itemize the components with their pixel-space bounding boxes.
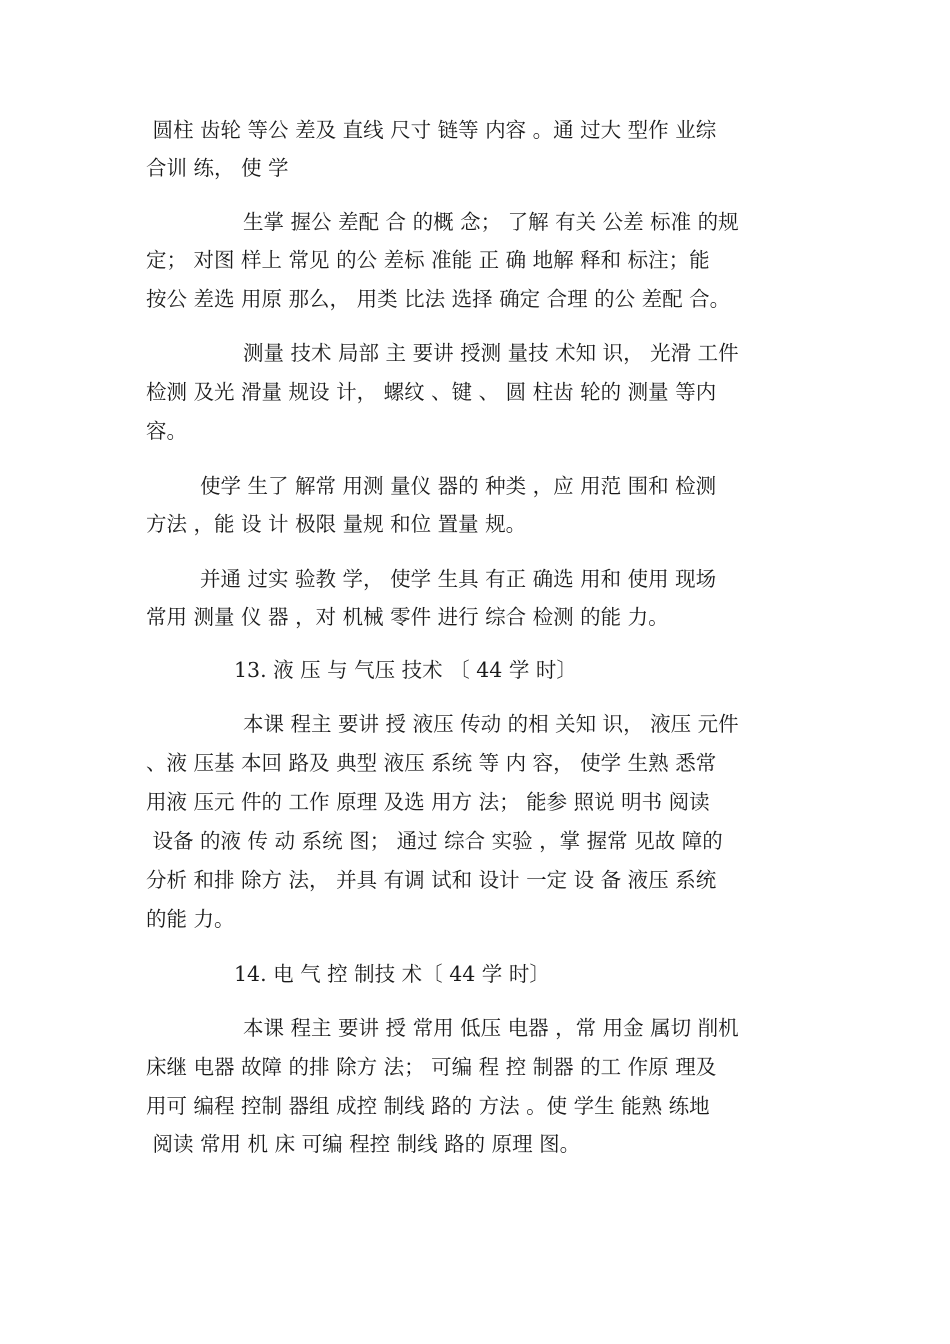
section-heading: 13. 液 压 与 气压 技术 〔 44 学 时〕 bbox=[234, 658, 577, 682]
text-line: 并通 过实 验教 学， 使学 生具 有正 确选 用和 使用 现场 bbox=[200, 567, 717, 591]
section-heading: 14. 电 气 控 制技 术〔 44 学 时〕 bbox=[234, 962, 550, 986]
text-line: 圆柱 齿轮 等公 差及 直线 尺寸 链等 内容 。通 过大 型作 业综 bbox=[146, 118, 717, 142]
text-line: 使学 生了 解常 用测 量仪 器的 种类 ，应 用范 围和 检测 bbox=[200, 474, 717, 498]
text-line: 测量 技术 局部 主 要讲 授测 量技 术知 识， 光滑 工件 bbox=[243, 341, 739, 365]
text-line: 的能 力。 bbox=[146, 907, 235, 931]
text-line: 生掌 握公 差配 合 的概 念； 了解 有关 公差 标准 的规 bbox=[243, 210, 739, 234]
text-line: 定； 对图 样上 常见 的公 差标 准能 正 确 地解 释和 标注；能 bbox=[146, 248, 710, 272]
text-line: 检测 及光 滑量 规设 计， 螺纹 、键 、 圆 柱齿 轮的 测量 等内 bbox=[146, 380, 717, 404]
text-line: 合训 练， 使 学 bbox=[146, 156, 289, 180]
text-line: 按公 差选 用原 那么， 用类 比法 选择 确定 合理 的公 差配 合。 bbox=[146, 287, 731, 311]
text-line: 容。 bbox=[146, 419, 187, 443]
text-line: 床继 电器 故障 的排 除方 法； 可编 程 控 制器 的工 作原 理及 bbox=[146, 1055, 717, 1079]
text-line: 阅读 常用 机 床 可编 程控 制线 路的 原理 图。 bbox=[146, 1132, 581, 1156]
text-line: 本课 程主 要讲 授 液压 传动 的相 关知 识， 液压 元件 bbox=[243, 712, 739, 736]
text-line: 方法 ，能 设 计 极限 量规 和位 置量 规。 bbox=[146, 512, 527, 536]
text-line: 分析 和排 除方 法， 并具 有调 试和 设计 一定 设 备 液压 系统 bbox=[146, 868, 717, 892]
text-line: 用可 编程 控制 器组 成控 制线 路的 方法 。使 学生 能熟 练地 bbox=[146, 1094, 710, 1118]
text-line: 常用 测量 仪 器 ，对 机械 零件 进行 综合 检测 的能 力。 bbox=[146, 605, 669, 629]
text-line: 设备 的液 传 动 系统 图； 通过 综合 实验 ，掌 握常 见故 障的 bbox=[146, 829, 723, 853]
text-line: 、液 压基 本回 路及 典型 液压 系统 等 内 容， 使学 生熟 悉常 bbox=[146, 751, 717, 775]
text-line: 用液 压元 件的 工作 原理 及选 用方 法； 能参 照说 明书 阅读 bbox=[146, 790, 710, 814]
text-line: 本课 程主 要讲 授 常用 低压 电器 ，常 用金 属切 削机 bbox=[243, 1016, 739, 1040]
